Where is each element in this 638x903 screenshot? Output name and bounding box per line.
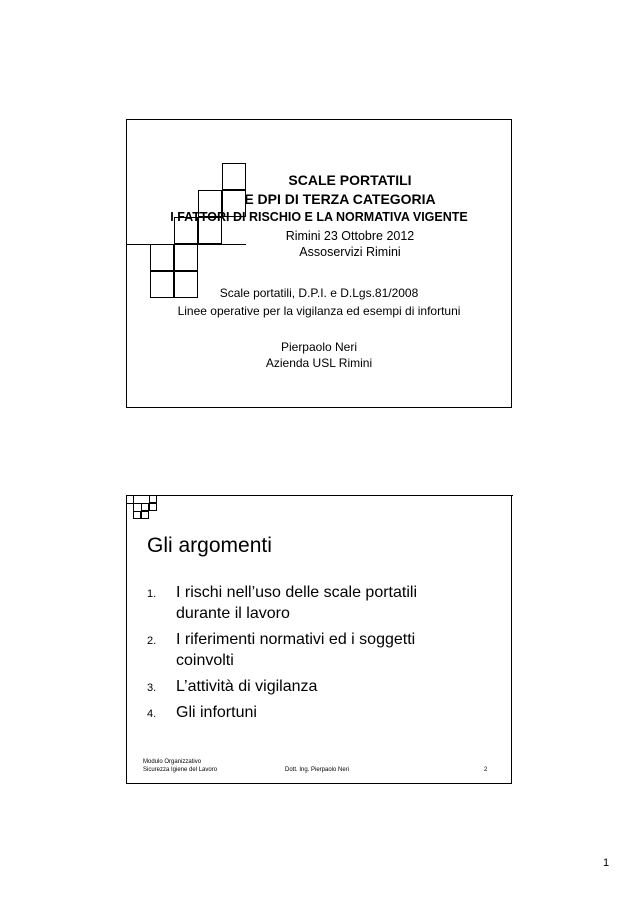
topics-list [147, 582, 417, 728]
slide1-title-line3: I FATTORI DI RISCHIO E LA NORMATIVA VIGENTE [170, 210, 468, 224]
title-slide [126, 119, 512, 408]
agenda-slide [126, 495, 512, 784]
list-item-line2: durante il lavoro [176, 605, 290, 622]
footer-organization [143, 758, 217, 774]
list-number: 4. [147, 708, 157, 720]
list-number: 1. [147, 588, 157, 600]
footer-left-line2: Sicurezza Igiene del Lavoro [143, 767, 218, 773]
list-item-line1: I riferimenti normativi ed i soggetti [176, 631, 416, 648]
list-item [147, 582, 417, 624]
slide1-affiliation: Azienda USL Rimini [265, 356, 373, 370]
list-item-line1: Gli infortuni [176, 704, 257, 721]
list-item-line2: coinvolti [176, 652, 234, 669]
slide1-date: Rimini 23 Ottobre 2012 [285, 229, 415, 243]
footer-author: Dott. Ing. Pierpaolo Neri [285, 767, 350, 773]
slide2-title: Gli argomenti [147, 534, 272, 557]
slide1-author: Pierpaolo Neri [280, 340, 358, 354]
slide1-title-line1: SCALE PORTATILI [288, 172, 412, 188]
list-item [147, 676, 417, 697]
page-number: 1 [603, 857, 610, 869]
slide1-organizer: Assoservizi Rimini [299, 245, 401, 259]
list-item [147, 629, 417, 671]
footer-slide-number: 2 [484, 767, 488, 773]
footer-left-line1: Modulo Organizzativo [143, 759, 202, 765]
slide1-subtitle-line2: Linee operative per la vigilanza ed esempi di infortuni [177, 304, 461, 318]
slide1-subtitle-line1: Scale portatili, D.P.I. e D.Lgs.81/2008 [219, 286, 419, 300]
list-number: 3. [147, 682, 157, 694]
list-item [147, 702, 417, 723]
list-number: 2. [147, 635, 157, 647]
list-item-line1: L’attività di vigilanza [176, 678, 318, 695]
list-item-line1: I rischi nell’uso delle scale portatili [176, 584, 417, 601]
slide1-title-line2: E DPI DI TERZA CATEGORIA [244, 191, 436, 207]
